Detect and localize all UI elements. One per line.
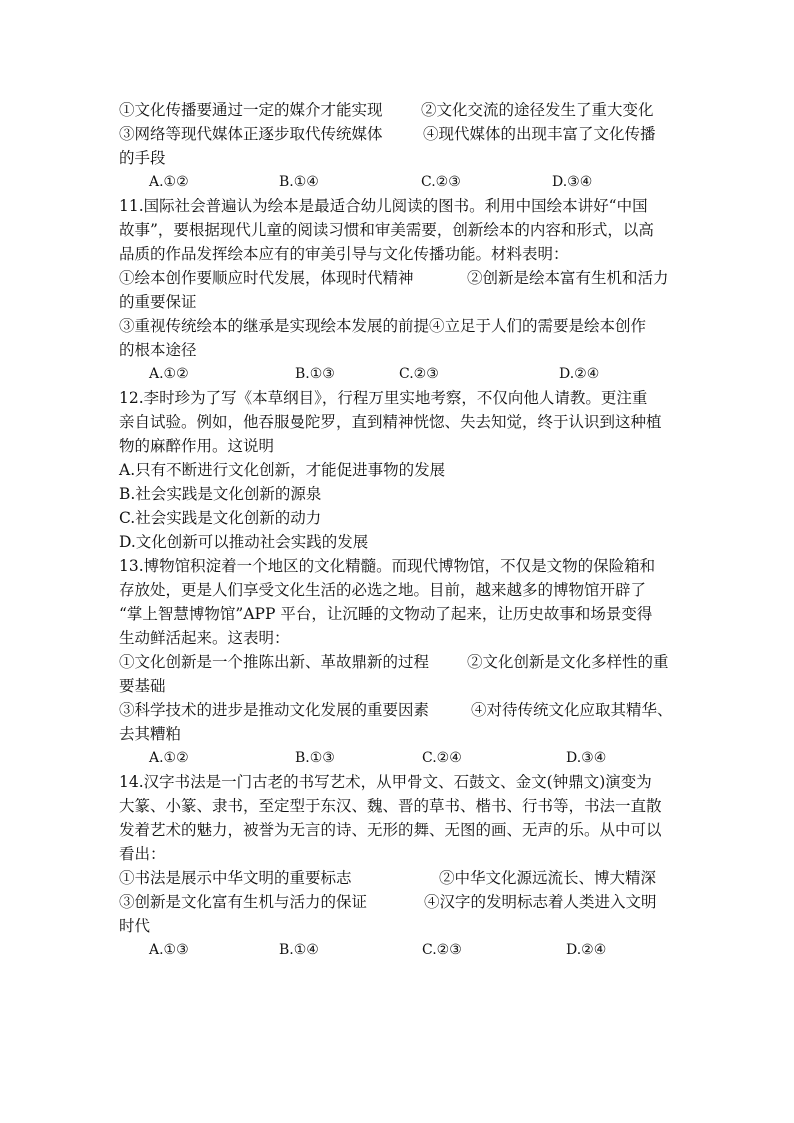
q14-stem-line-4: 看出： [119, 845, 166, 863]
q10-option-b: B.①④ [279, 174, 319, 190]
q11-item-2-cont: 的重要保证 [119, 293, 197, 311]
q13-option-c: C.②④ [422, 750, 462, 766]
q14-option-c: C.②③ [422, 942, 462, 958]
q13-option-a: A.①② [149, 750, 189, 766]
q11-option-c: C.②③ [399, 366, 439, 382]
q11-option-d: D.②④ [559, 366, 600, 382]
q10-item-4-cont: 的手段 [119, 149, 166, 167]
q11-items-row-3: ③重视传统绘本的继承是实现绘本发展的前提④立足于人们的需要是绘本创作 [119, 317, 647, 335]
q10-option-d: D.③④ [552, 174, 593, 190]
q10-item-3: ③网络等现代媒体正逐步取代传统媒体 [119, 125, 383, 143]
q14-stem-line-3: 发着艺术的魅力，被誉为无言的诗、无形的舞、无图的画、无声的乐。从中可以 [119, 821, 662, 839]
q11-item-2: ②创新是绘本富有生机和活力 [467, 269, 669, 287]
q11-item-1: ①绘本创作要顺应时代发展，体现时代精神 [119, 269, 414, 287]
q11-items-row-4: 的根本途径 [119, 341, 197, 359]
q10-item-4: ④现代媒体的出现丰富了文化传播 [423, 125, 656, 143]
q12-choice-b: B.社会实践是文化创新的源泉 [119, 485, 322, 503]
q11-stem-line-2: 故事”，要根据现代儿童的阅读习惯和审美需要，创新绘本的内容和形式，以高 [119, 221, 654, 239]
q12-choice-a: A.只有不断进行文化创新，才能促进事物的发展 [119, 461, 446, 479]
q12-choice-c: C.社会实践是文化创新的动力 [119, 509, 322, 527]
q11-option-b: B.①③ [295, 366, 335, 382]
q14-item-1: ①书法是展示中华文明的重要标志 [119, 869, 352, 887]
q13-item-2: ②文化创新是文化多样性的重 [467, 653, 669, 671]
q14-stem-line-1: 14.汉字书法是一门古老的书写艺术，从甲骨文、石鼓文、金文(钟鼎文)演变为 [119, 773, 652, 791]
q13-item-4-cont: 去其糟粕 [119, 725, 182, 743]
q13-item-1: ①文化创新是一个推陈出新、革故鼎新的过程 [119, 653, 430, 671]
q13-item-3: ③科学技术的进步是推动文化发展的重要因素 [119, 701, 430, 719]
q10-option-a: A.①② [149, 174, 189, 190]
q13-option-d: D.③④ [566, 750, 607, 766]
q12-choice-d: D.文化创新可以推动社会实践的发展 [119, 533, 369, 551]
q13-item-2-cont: 要基础 [119, 677, 166, 695]
q14-option-a: A.①③ [149, 942, 189, 958]
q13-stem-line-4: 生动鲜活起来。这表明： [119, 629, 290, 647]
q13-stem-line-3: “掌上智慧博物馆”APP 平台，让沉睡的文物动了起来，让历史故事和场景变得 [119, 605, 653, 623]
q14-item-4-cont: 时代 [119, 917, 151, 935]
q11-stem-line-1: 11.国际社会普遍认为绘本是最适合幼儿阅读的图书。利用中国绘本讲好“中国 [119, 197, 648, 215]
q13-stem-line-1: 13.博物馆积淀着一个地区的文化精髓。而现代博物馆，不仅是文物的保险箱和 [119, 557, 656, 575]
q11-option-a: A.①② [149, 366, 189, 382]
q12-stem-line-2: 亲自试验。例如，他吞服曼陀罗，直到精神恍惚、失去知觉，终于认识到这种植 [119, 413, 662, 431]
q12-stem-line-1: 12.李时珍为了写《本草纲目》，行程万里实地考察，不仅向他人请教。更注重 [119, 389, 648, 407]
q14-option-b: B.①④ [279, 942, 319, 958]
q14-item-2: ②中华文化源远流长、博大精深 [439, 869, 657, 887]
q14-option-d: D.②④ [566, 942, 607, 958]
q12-stem-line-3: 物的麻醉作用。这说明 [119, 437, 275, 455]
q13-stem-line-2: 存放处，更是人们享受文化生活的必选之地。目前，越来越多的博物馆开辟了 [119, 581, 647, 599]
q10-option-c: C.②③ [421, 174, 461, 190]
q14-item-3: ③创新是文化富有生机与活力的保证 [119, 893, 368, 911]
q13-item-4: ④对待传统文化应取其精华、 [471, 701, 673, 719]
q10-item-2: ②文化交流的途径发生了重大变化 [421, 101, 654, 119]
q13-option-b: B.①③ [295, 750, 335, 766]
q10-item-1: ①文化传播要通过一定的媒介才能实现 [119, 101, 383, 119]
q14-item-4: ④汉字的发明标志着人类进入文明 [424, 893, 657, 911]
q14-stem-line-2: 大篆、小篆、隶书，至定型于东汉、魏、晋的草书、楷书、行书等，书法一直散 [119, 797, 662, 815]
q11-stem-line-3: 品质的作品发挥绘本应有的审美引导与文化传播功能。材料表明： [119, 245, 569, 263]
